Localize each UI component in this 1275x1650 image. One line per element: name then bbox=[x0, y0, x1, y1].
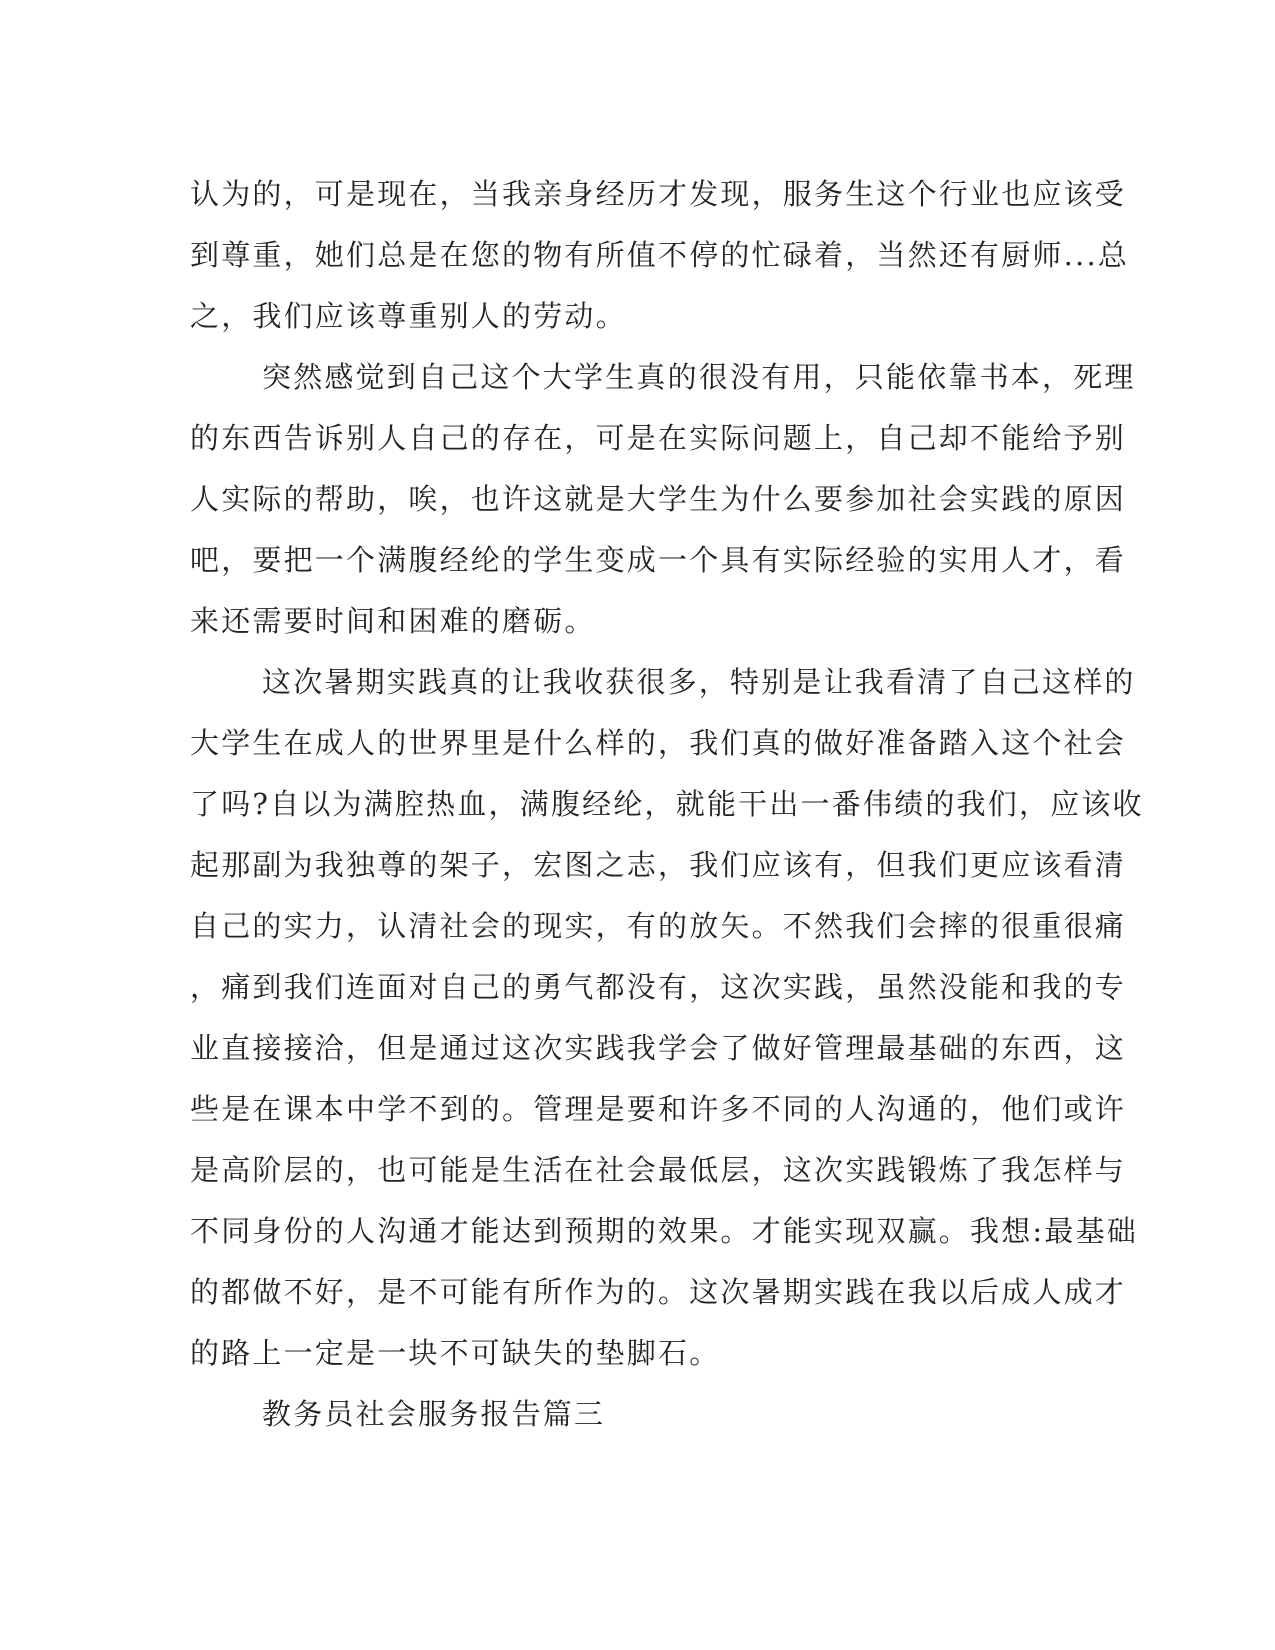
text-line: 些是在课本中学不到的。管理是要和许多不同的人沟通的，他们或许 bbox=[190, 1092, 1127, 1126]
text-line: 不同身份的人沟通才能达到预期的效果。才能实现双赢。我想:最基础 bbox=[190, 1214, 1138, 1248]
text-line: ，痛到我们连面对自己的勇气都没有，这次实践，虽然没能和我的专 bbox=[190, 970, 1127, 1004]
text-line: 来还需要时间和困难的磨砺。 bbox=[190, 604, 596, 638]
text-line: 起那副为我独尊的架子，宏图之志，我们应该有，但我们更应该看清 bbox=[190, 848, 1127, 882]
text-line-first: 突然感觉到自己这个大学生真的很没有用，只能依靠书本，死理 bbox=[262, 360, 1136, 394]
text-line-first: 这次暑期实践真的让我收获很多，特别是让我看清了自己这样的 bbox=[262, 665, 1136, 699]
text-line: 大学生在成人的世界里是什么样的，我们真的做好准备踏入这个社会 bbox=[190, 726, 1127, 760]
text-line: 的路上一定是一块不可缺失的垫脚石。 bbox=[190, 1336, 721, 1370]
section-heading: 教务员社会服务报告篇三 bbox=[262, 1397, 606, 1431]
text-line: 之，我们应该尊重别人的劳动。 bbox=[190, 299, 627, 333]
text-line: 认为的，可是现在，当我亲身经历才发现，服务生这个行业也应该受 bbox=[190, 177, 1127, 211]
text-line: 业直接接洽，但是通过这次实践我学会了做好管理最基础的东西，这 bbox=[190, 1031, 1127, 1065]
text-line: 自己的实力，认清社会的现实，有的放矢。不然我们会摔的很重很痛 bbox=[190, 909, 1127, 943]
text-line: 的都做不好，是不可能有所作为的。这次暑期实践在我以后成人成才 bbox=[190, 1275, 1127, 1309]
text-line: 的东西告诉别人自己的存在，可是在实际问题上，自己却不能给予别 bbox=[190, 421, 1127, 455]
text-line: 是高阶层的，也可能是生活在社会最低层，这次实践锻炼了我怎样与 bbox=[190, 1153, 1127, 1187]
text-line: 人实际的帮助，唉，也许这就是大学生为什么要参加社会实践的原因 bbox=[190, 482, 1127, 516]
text-line: 到尊重，她们总是在您的物有所值不停的忙碌着，当然还有厨师...总 bbox=[190, 238, 1130, 272]
text-line: 吧，要把一个满腹经纶的学生变成一个具有实际经验的实用人才，看 bbox=[190, 543, 1127, 577]
body-text bbox=[190, 164, 1144, 1445]
text-line: 了吗?自以为满腔热血，满腹经纶，就能干出一番伟绩的我们，应该收 bbox=[190, 787, 1144, 821]
